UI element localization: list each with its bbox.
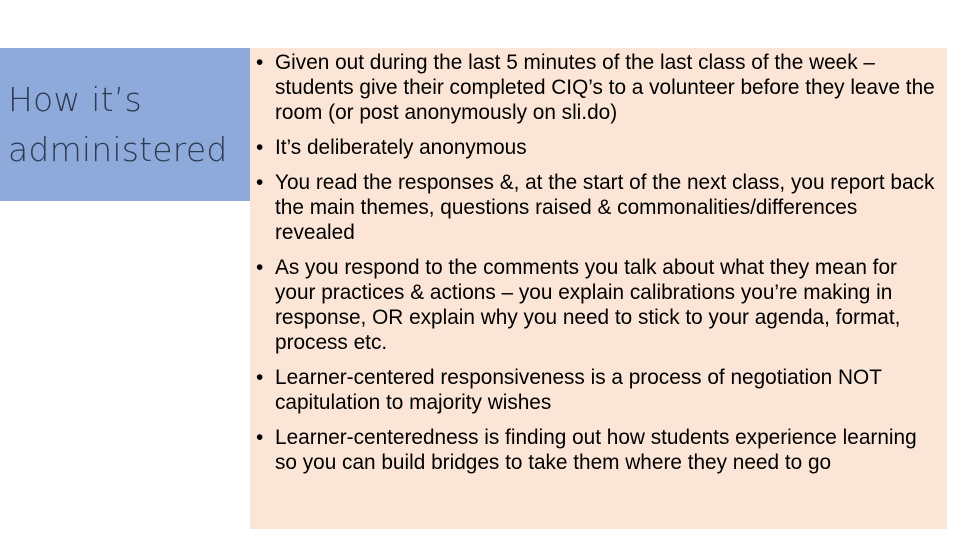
bullet-text: Learner-centeredness is finding out how students experience learning so you can build bridges to take them where they need to go [275,426,917,474]
bullet-item [250,255,940,355]
bullet-dot-icon: • [256,136,264,159]
bullet-text: It’s deliberately anonymous [275,136,527,159]
bullet-text: Given out during the last 5 minutes of the last class of the week – students give their completed CIQ’s to a volunteer before they leave the room (or post anonymously on sli.do) [275,51,935,124]
bullet-item [250,50,940,125]
bullet-item [250,170,940,245]
slide-title: How it’s administered [8,80,228,169]
bullet-text: Learner-centered responsiveness is a process of negotiation NOT capitulation to majority wishes [275,366,882,414]
title-panel [0,48,250,201]
bullet-item [250,135,940,160]
content-panel [250,48,947,529]
bullet-dot-icon: • [256,171,264,194]
bullet-dot-icon: • [256,51,264,74]
bullet-dot-icon: • [256,366,264,389]
bullet-dot-icon: • [256,426,264,449]
bullet-text: As you respond to the comments you talk about what they mean for your practices & actions – you explain calibrations you’re making in response, OR explain why you need to stick to your agenda, format, process etc. [275,256,901,354]
bullet-dot-icon: • [256,256,264,279]
bullet-list [250,50,940,485]
bullet-item [250,425,940,475]
bullet-text: You read the responses &, at the start of the next class, you report back the main themes, questions raised & commonalities/differences revealed [275,171,935,244]
bullet-item [250,365,940,415]
